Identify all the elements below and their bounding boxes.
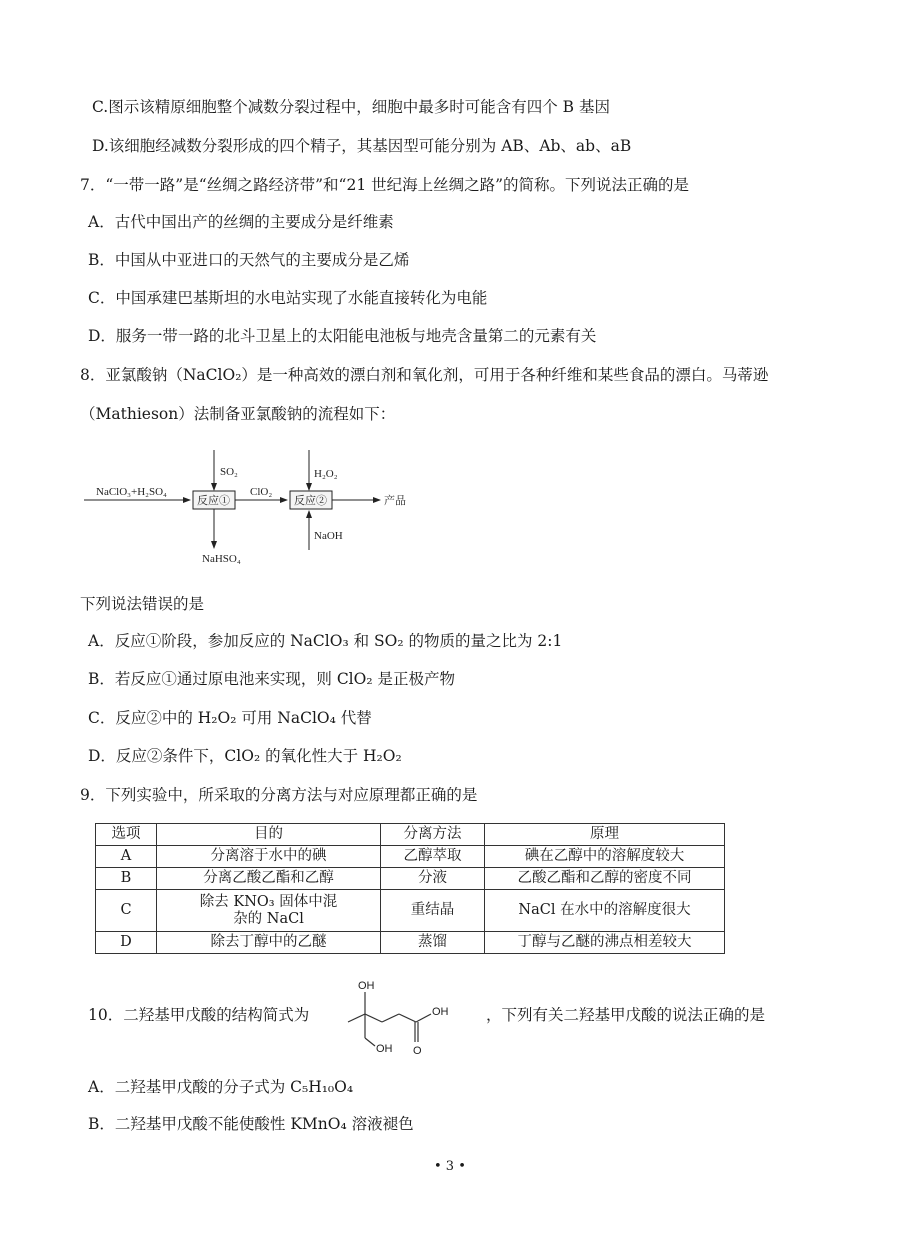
table-header-row <box>96 824 725 846</box>
cell-principle: 丁醇与乙醚的沸点相差较大 <box>485 932 725 954</box>
oh-bottom-label: OH <box>376 1043 393 1055</box>
q8-option-a: A．反应①阶段，参加反应的 NaClO₃ 和 SO₂ 的物质的量之比为 2:1 <box>88 632 563 650</box>
cell-purpose: 分离乙酸乙酯和乙醇 <box>157 868 381 890</box>
o-label: O <box>413 1045 422 1057</box>
h2o2-label: H₂O₂ <box>314 468 338 480</box>
cell-principle: 碘在乙醇中的溶解度较大 <box>485 846 725 868</box>
q7-stem: 7．“一带一路”是“丝绸之路经济带”和“21 世纪海上丝绸之路”的简称。下列说法正确的是 <box>80 176 690 194</box>
q10-option-a: A．二羟基甲戊酸的分子式为 C₅H₁₀O₄ <box>88 1078 354 1096</box>
flow-diagram <box>80 440 420 570</box>
product-label: 产品 <box>384 495 406 507</box>
cell-purpose: 除去丁醇中的乙醚 <box>157 932 381 954</box>
q10-option-b: B．二羟基甲戊酸不能使酸性 KMnO₄ 溶液褪色 <box>88 1115 414 1133</box>
cell-purpose: 分离溶于水中的碘 <box>157 846 381 868</box>
q10-stem-after: ，下列有关二羟基甲戊酸的说法正确的是 <box>486 1006 766 1024</box>
q9-stem: 9．下列实验中，所采取的分离方法与对应原理都正确的是 <box>80 786 478 804</box>
table-row <box>96 890 725 932</box>
header-purpose: 目的 <box>157 824 381 846</box>
table-row <box>96 846 725 868</box>
header-method: 分离方法 <box>381 824 485 846</box>
q6-option-d: D.该细胞经减数分裂形成的四个精子，其基因型可能分别为 AB、Ab、ab、aB <box>92 137 632 155</box>
q8-option-d: D．反应②条件下，ClO₂ 的氧化性大于 H₂O₂ <box>88 747 402 765</box>
reactor1-label: 反应① <box>197 495 230 507</box>
oh-acid-label: OH <box>432 1006 449 1018</box>
q9-table <box>95 823 725 954</box>
cell-method: 蒸馏 <box>381 932 485 954</box>
clo2-label: ClO₂ <box>250 486 273 498</box>
q8-stem-line2: （Mathieson）法制备亚氯酸钠的流程如下： <box>80 405 396 423</box>
q10-stem-before: 10．二羟基甲戊酸的结构简式为 <box>88 1006 310 1024</box>
cell-method: 重结晶 <box>381 890 485 932</box>
byproduct-label: NaHSO₄ <box>202 553 241 565</box>
q7-option-b: B．中国从中亚进口的天然气的主要成分是乙烯 <box>88 251 410 269</box>
q8-stem-line1: 8．亚氯酸钠（NaClO₂）是一种高效的漂白剂和氧化剂，可用于各种纤维和某些食品的漂白。马蒂逊 <box>80 366 769 384</box>
reactor2-label: 反应② <box>294 495 327 507</box>
table-row <box>96 932 725 954</box>
cell-purpose: 除去 KNO₃ 固体中混杂的 NaCl <box>157 890 381 932</box>
q6-option-c: C.图示该精原细胞整个减数分裂过程中，细胞中最多时可能含有四个 B 基因 <box>92 98 610 116</box>
q7-option-d: D．服务一带一路的北斗卫星上的太阳能电池板与地壳含量第二的元素有关 <box>88 327 597 345</box>
structural-formula <box>330 978 470 1058</box>
table-row <box>96 868 725 890</box>
header-option: 选项 <box>96 824 157 846</box>
cell-option: A <box>96 846 157 868</box>
cell-principle: NaCl 在水中的溶解度很大 <box>485 890 725 932</box>
cell-option: D <box>96 932 157 954</box>
input-label: NaClO₃+H₂SO₄ <box>96 486 167 498</box>
page-number: • 3 • <box>434 1159 466 1174</box>
header-principle: 原理 <box>485 824 725 846</box>
cell-method: 乙醇萃取 <box>381 846 485 868</box>
cell-method: 分液 <box>381 868 485 890</box>
oh-top-label: OH <box>358 980 375 992</box>
q8-option-c: C．反应②中的 H₂O₂ 可用 NaClO₄ 代替 <box>88 709 372 727</box>
q8-question: 下列说法错误的是 <box>80 595 205 613</box>
naoh-label: NaOH <box>314 530 343 542</box>
q7-option-c: C．中国承建巴基斯坦的水电站实现了水能直接转化为电能 <box>88 289 488 307</box>
so2-label: SO₂ <box>220 466 238 478</box>
cell-option: C <box>96 890 157 932</box>
q7-option-a: A．古代中国出产的丝绸的主要成分是纤维素 <box>88 213 394 231</box>
cell-option: B <box>96 868 157 890</box>
cell-principle: 乙酸乙酯和乙醇的密度不同 <box>485 868 725 890</box>
q8-option-b: B．若反应①通过原电池来实现，则 ClO₂ 是正极产物 <box>88 670 455 688</box>
